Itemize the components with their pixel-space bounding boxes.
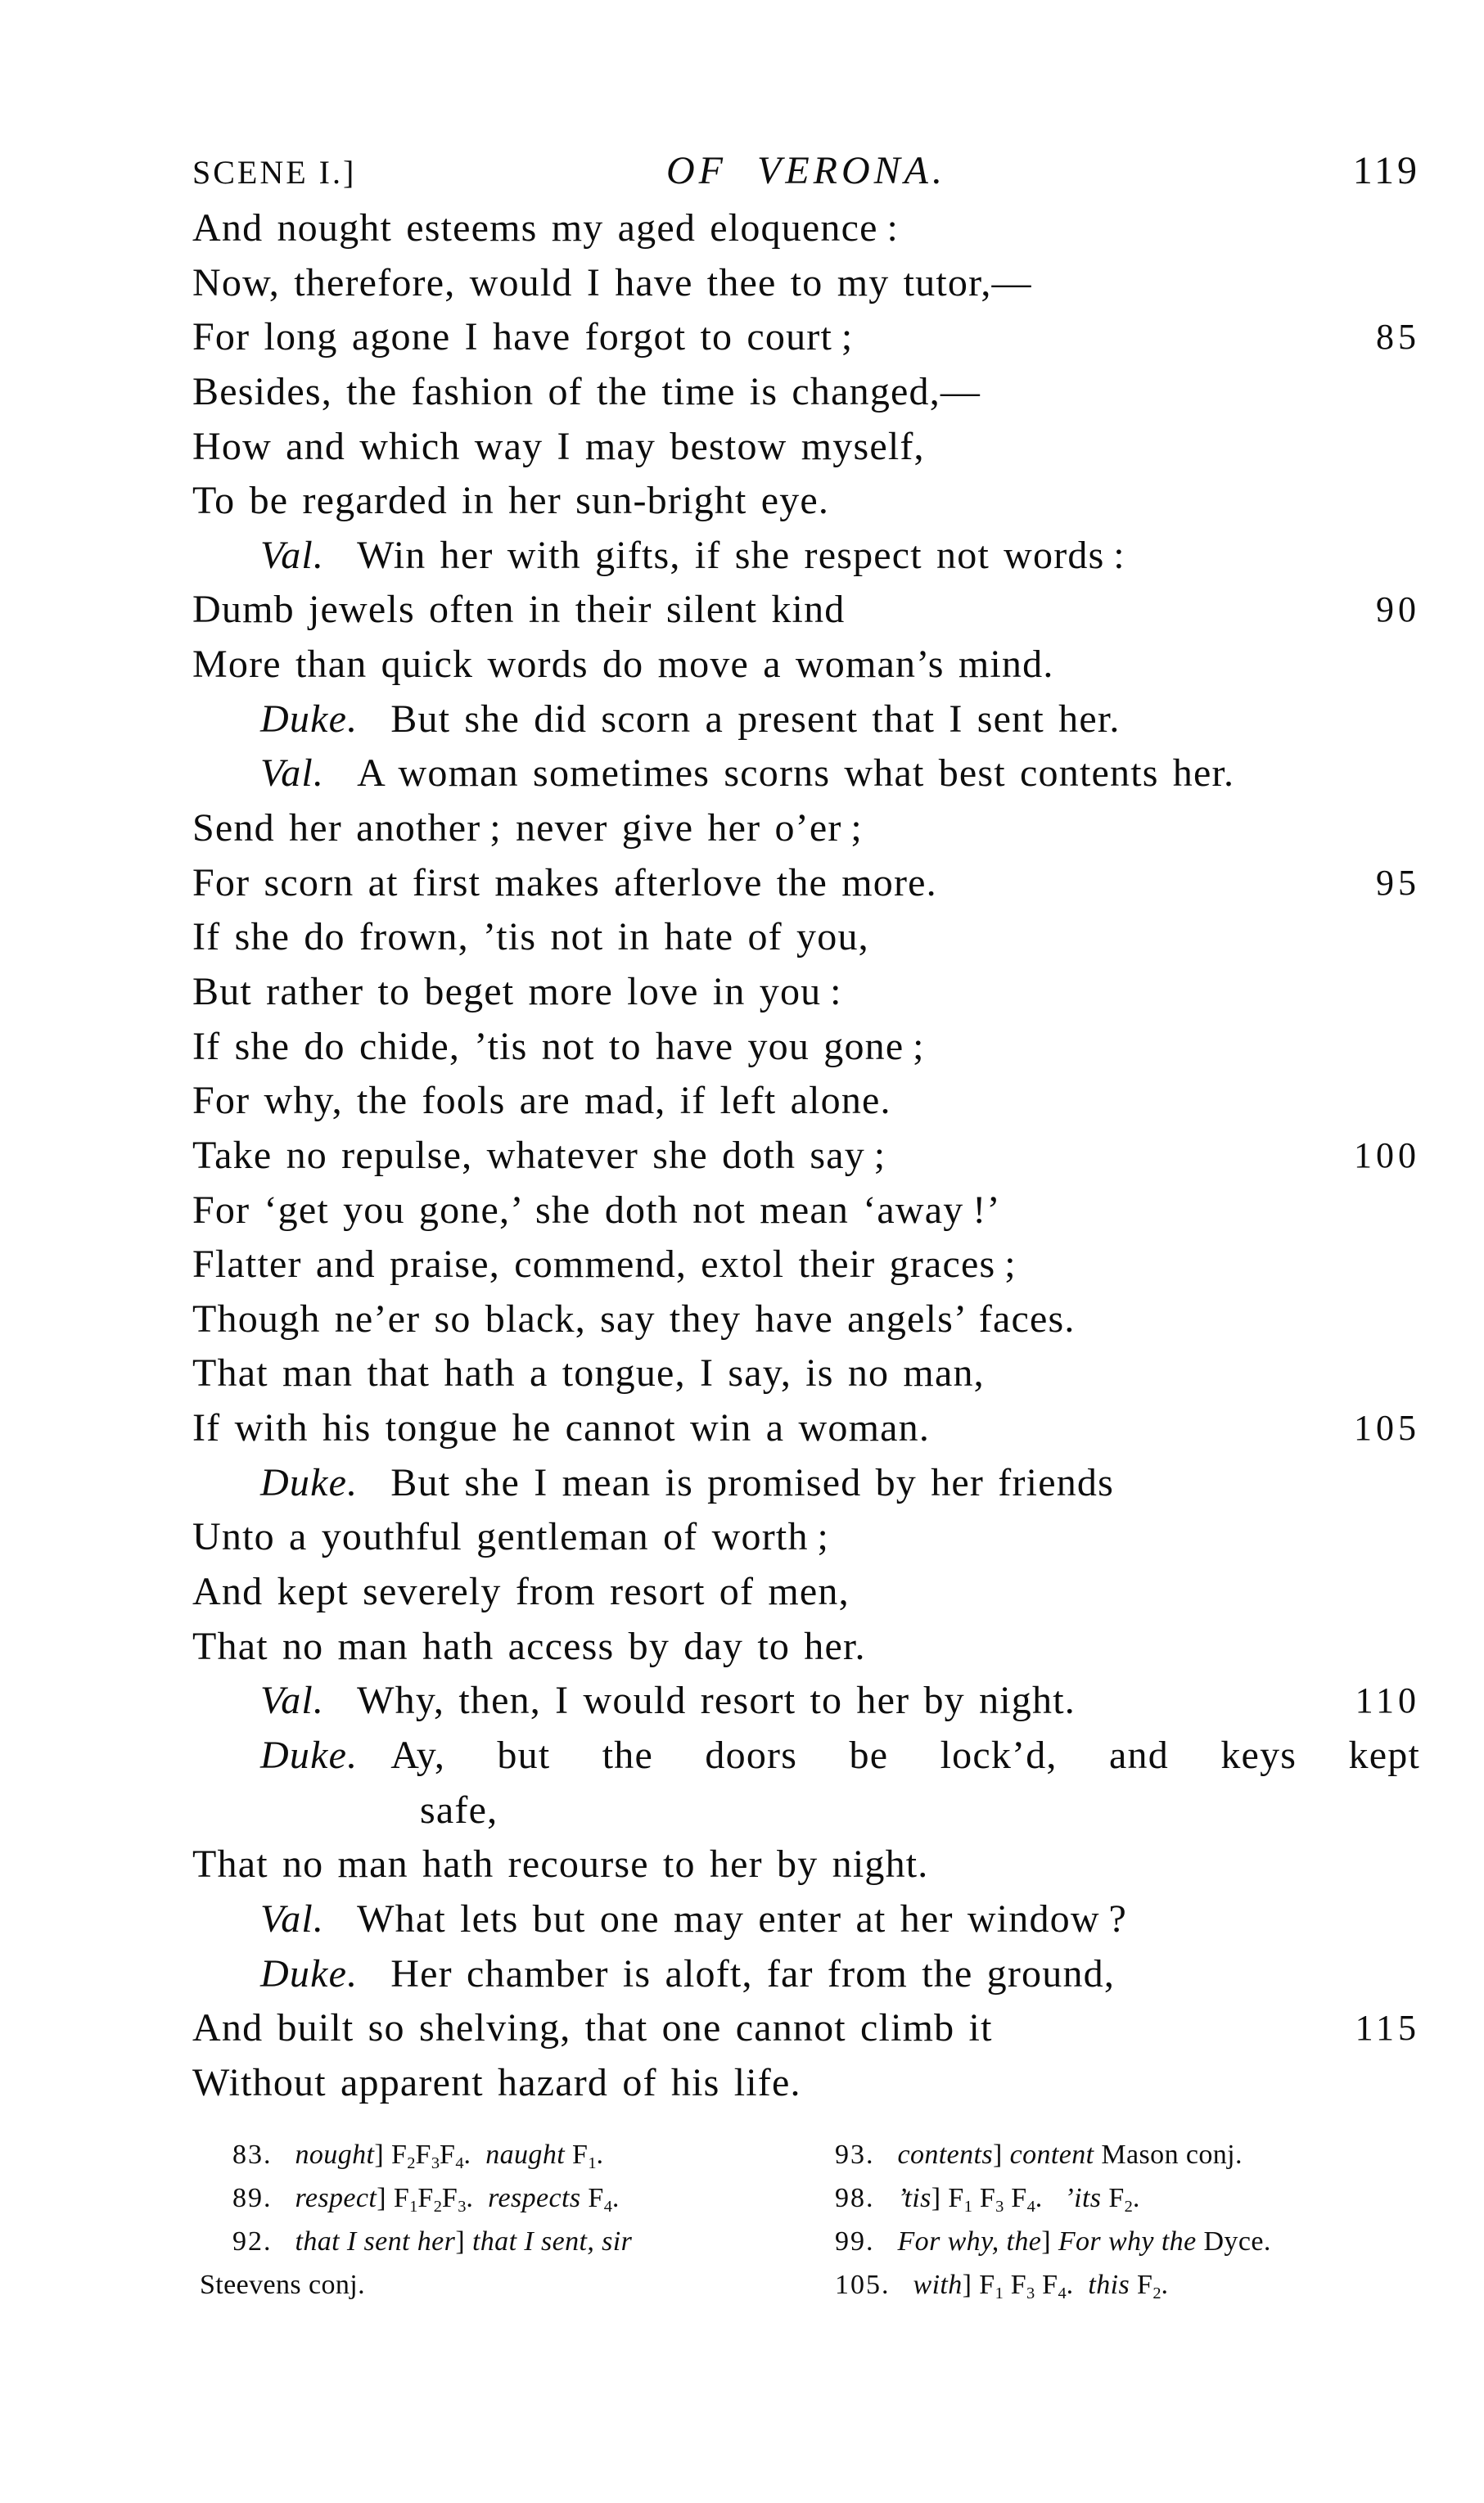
verse-line-number: 85 bbox=[1376, 317, 1420, 358]
verse-line bbox=[192, 529, 1420, 584]
verse-line-text: Ay, but the doors be lock’d, and keys kept bbox=[390, 1733, 1420, 1777]
footnote-text: respect bbox=[295, 2183, 377, 2213]
footnote-text: this bbox=[1088, 2270, 1130, 2300]
verse-line-text: Though ne’er so black, say they have angels’ faces. bbox=[192, 1297, 1076, 1341]
verse-line-text: For scorn at first makes afterlove the more. bbox=[192, 860, 937, 904]
verse-line bbox=[192, 1784, 1420, 1838]
footnote-text: . bbox=[466, 2183, 489, 2213]
verse-line-text: Unto a youthful gentleman of worth ; bbox=[192, 1515, 829, 1559]
verse-line bbox=[192, 1674, 1420, 1729]
footnote-text: naught bbox=[485, 2140, 566, 2170]
verse-line bbox=[192, 583, 1420, 638]
verse-line bbox=[192, 1947, 1420, 2002]
footnote-text: . bbox=[1132, 2183, 1140, 2213]
footnote-text: F bbox=[440, 2140, 456, 2170]
running-title: OF VERONA. bbox=[666, 149, 946, 192]
verse-line-text: And kept severely from resort of men, bbox=[192, 1570, 850, 1614]
verse-line-text: More than quick words do move a woman’s mind. bbox=[192, 643, 1054, 687]
speech-prefix: Duke. bbox=[260, 1951, 359, 1996]
footnote-entry bbox=[200, 2176, 789, 2220]
verse-line bbox=[192, 1020, 1420, 1075]
footnote-text: that I sent, sir bbox=[471, 2226, 633, 2257]
verse-line-text: For why, the fools are mad, if left alone. bbox=[192, 1079, 891, 1123]
verse-line-number: 90 bbox=[1376, 589, 1420, 630]
verse-line-number: 100 bbox=[1354, 1134, 1420, 1175]
footnote-line-number: 98. bbox=[835, 2183, 875, 2213]
verse-line-text: Without apparent hazard of his life. bbox=[192, 2060, 801, 2104]
footnote-text: . bbox=[1035, 2183, 1065, 2213]
page-number: 119 bbox=[1352, 149, 1420, 192]
verse-line bbox=[192, 201, 1420, 256]
footnote-text: ] F bbox=[931, 2183, 964, 2213]
footnote-text: ] F bbox=[374, 2140, 408, 2170]
verse-line-text: For ‘get you gone,’ she doth not mean ‘away !’ bbox=[192, 1188, 1001, 1232]
footnote-entry bbox=[802, 2263, 1424, 2307]
footnote-text: . bbox=[611, 2183, 620, 2213]
verse-line-text: Win her with gifts, if she respect not words : bbox=[357, 533, 1125, 577]
verse-line-text: But rather to beget more love in you : bbox=[192, 969, 842, 1013]
verse-line bbox=[192, 2001, 1420, 2056]
footnote-text: ’its bbox=[1064, 2183, 1102, 2213]
footnote-text: Mason conj. bbox=[1094, 2140, 1243, 2170]
footnote-text: F bbox=[1004, 2183, 1027, 2213]
footnote-line-number: 89. bbox=[232, 2183, 273, 2213]
verse-line-text: Flatter and praise, commend, extol their graces ; bbox=[192, 1242, 1017, 1287]
footnote-text: ] bbox=[993, 2140, 1010, 2170]
footnote-text: 4 bbox=[455, 2154, 464, 2173]
verse-line-number: 115 bbox=[1355, 2008, 1420, 2049]
footnote-text: contents bbox=[897, 2140, 994, 2170]
footnote-text: 3 bbox=[458, 2198, 467, 2217]
verse-line-text: If she do chide, ’tis not to have you gone ; bbox=[192, 1024, 925, 1068]
footnote-text: 1 bbox=[963, 2198, 972, 2217]
verse-line bbox=[192, 365, 1420, 420]
footnote-text: F bbox=[417, 2183, 434, 2213]
footnote-text: . bbox=[463, 2140, 486, 2170]
verse-line-text: How and which way I may bestow myself, bbox=[192, 424, 925, 468]
verse-line bbox=[192, 965, 1420, 1020]
footnote-entry bbox=[200, 2220, 789, 2263]
verse-line-number: 105 bbox=[1354, 1408, 1420, 1449]
footnote-entry bbox=[200, 2263, 789, 2307]
footnote-line-number: 105. bbox=[835, 2270, 891, 2300]
verse-line-text: Her chamber is aloft, far from the ground, bbox=[390, 1951, 1116, 1996]
verse-line-text: A woman sometimes scorns what best contents her. bbox=[357, 751, 1235, 796]
verse-line bbox=[192, 692, 1420, 747]
verse-line-number: 110 bbox=[1355, 1680, 1420, 1721]
verse-line bbox=[192, 1129, 1420, 1184]
footnote-text: F bbox=[415, 2140, 431, 2170]
speech-prefix: Duke. bbox=[260, 697, 359, 741]
footnote-text: ] F bbox=[962, 2270, 995, 2300]
verse-line bbox=[192, 1892, 1420, 1947]
footnote-text: respects bbox=[488, 2183, 581, 2213]
footnote-text: . bbox=[1161, 2270, 1169, 2300]
footnote-text: ] bbox=[1041, 2226, 1058, 2257]
verse-line-text: But she did scorn a present that I sent her. bbox=[390, 697, 1121, 741]
footnote-text: For why the bbox=[1058, 2226, 1197, 2257]
footnote-text: . bbox=[596, 2140, 604, 2170]
footnote-line-number: 83. bbox=[232, 2140, 273, 2170]
footnote-text: 2 bbox=[1152, 2284, 1161, 2303]
footnote-text: content bbox=[1009, 2140, 1094, 2170]
verse-line-text: Take no repulse, whatever she doth say ; bbox=[192, 1133, 886, 1177]
verse-line-text: Dumb jewels often in their silent kind bbox=[192, 588, 846, 632]
verse-line-text: What lets but one may enter at her window ? bbox=[357, 1896, 1128, 1941]
verse-line bbox=[192, 310, 1420, 365]
footnote-text: F bbox=[1035, 2270, 1058, 2300]
verse-line bbox=[192, 1510, 1420, 1565]
verse-line bbox=[192, 1729, 1420, 1784]
verse-line bbox=[192, 1565, 1420, 1620]
footnote-text: F bbox=[565, 2140, 589, 2170]
footnote-text: 1 bbox=[995, 2284, 1004, 2303]
verse-line-text: safe, bbox=[420, 1788, 498, 1832]
verse-line bbox=[192, 1456, 1420, 1511]
footnote-text: 3 bbox=[431, 2154, 440, 2173]
verse-line-text: If with his tongue he cannot win a woman. bbox=[192, 1406, 931, 1450]
footnote-text: . bbox=[1066, 2270, 1089, 2300]
footnotes-left-column bbox=[200, 2133, 789, 2307]
verse-line-text: Now, therefore, would I have thee to my tutor,— bbox=[192, 260, 1032, 304]
speech-prefix: Val. bbox=[260, 1679, 325, 1723]
verse-line bbox=[192, 256, 1420, 311]
footnote-text: 3 bbox=[995, 2198, 1004, 2217]
footnote-text: F bbox=[1003, 2270, 1027, 2300]
verse-line-text: Why, then, I would resort to her by night. bbox=[357, 1679, 1076, 1723]
verse-line bbox=[192, 638, 1420, 692]
footnote-text: 2 bbox=[407, 2154, 416, 2173]
footnote-entry bbox=[200, 2133, 789, 2176]
verse-line bbox=[192, 1292, 1420, 1347]
verse-line-text: And built so shelving, that one cannot climb it bbox=[192, 2006, 993, 2050]
verse-line-text: Besides, the fashion of the time is changed,— bbox=[192, 369, 981, 413]
footnote-text: 1 bbox=[588, 2154, 597, 2173]
footnote-text: F bbox=[1101, 2183, 1125, 2213]
verse-line bbox=[192, 1238, 1420, 1292]
scene-label: SCENE I.] bbox=[192, 154, 357, 191]
footnotes-right-column bbox=[802, 2133, 1424, 2307]
footnote-text: F bbox=[441, 2183, 458, 2213]
verse-line-text: That no man hath recourse to her by night. bbox=[192, 1842, 929, 1887]
footnote-text: F bbox=[580, 2183, 604, 2213]
verse-line bbox=[192, 420, 1420, 475]
footnote-text: Steevens conj. bbox=[200, 2270, 365, 2300]
verse-line bbox=[192, 856, 1420, 911]
verse-line bbox=[192, 910, 1420, 965]
footnote-text: Dyce. bbox=[1196, 2226, 1271, 2257]
footnote-text: 4 bbox=[1058, 2284, 1067, 2303]
verse-line-text: To be regarded in her sun-bright eye. bbox=[192, 479, 830, 523]
verse-line bbox=[192, 1620, 1420, 1675]
speech-prefix: Duke. bbox=[260, 1460, 359, 1504]
footnote-text: For why, the bbox=[897, 2226, 1042, 2257]
footnote-entry bbox=[802, 2176, 1424, 2220]
footnote-text: that I sent her bbox=[295, 2226, 456, 2257]
footnote-text: ] bbox=[455, 2226, 472, 2257]
verse-line-text: And nought esteems my aged eloquence : bbox=[192, 206, 899, 250]
verse-line bbox=[192, 2056, 1420, 2111]
footnote-text: F bbox=[972, 2183, 996, 2213]
footnote-text: 2 bbox=[433, 2198, 442, 2217]
verse-line-text: For long agone I have forgot to court ; bbox=[192, 315, 854, 359]
verse-line bbox=[192, 474, 1420, 529]
footnote-text: 3 bbox=[1026, 2284, 1035, 2303]
footnote-entry bbox=[802, 2133, 1424, 2176]
verse-line-number: 95 bbox=[1376, 862, 1420, 903]
footnote-text: with bbox=[913, 2270, 963, 2300]
verse-line-text: That man that hath a tongue, I say, is no man, bbox=[192, 1351, 985, 1396]
verse-line bbox=[192, 801, 1420, 856]
footnote-text: ’tis bbox=[897, 2183, 931, 2213]
footnote-text: ] F bbox=[377, 2183, 410, 2213]
footnote-line-number: 99. bbox=[835, 2226, 875, 2257]
verse-line-text: If she do frown, ’tis not in hate of you, bbox=[192, 915, 869, 959]
footnote-text: F bbox=[1130, 2270, 1153, 2300]
verse-line bbox=[192, 1074, 1420, 1129]
speech-prefix: Duke. bbox=[260, 1733, 359, 1777]
verse-text-block bbox=[192, 201, 1420, 2110]
verse-line bbox=[192, 1346, 1420, 1401]
footnote-line-number: 92. bbox=[232, 2226, 273, 2257]
footnote-text: 2 bbox=[1124, 2198, 1133, 2217]
footnote-text: 4 bbox=[1026, 2198, 1035, 2217]
verse-line-text: Send her another ; never give her o’er ; bbox=[192, 806, 863, 850]
verse-line bbox=[192, 1838, 1420, 1892]
speech-prefix: Val. bbox=[260, 1896, 325, 1941]
page-header bbox=[192, 138, 1420, 196]
verse-line-text: But she I mean is promised by her friends bbox=[390, 1460, 1114, 1504]
footnote-text: 1 bbox=[409, 2198, 418, 2217]
verse-line-text: That no man hath access by day to her. bbox=[192, 1624, 866, 1668]
speech-prefix: Val. bbox=[260, 533, 325, 577]
speech-prefix: Val. bbox=[260, 751, 325, 796]
footnote-text: nought bbox=[295, 2140, 375, 2170]
footnote-entry bbox=[802, 2220, 1424, 2263]
footnote-line-number: 93. bbox=[835, 2140, 875, 2170]
verse-line bbox=[192, 1184, 1420, 1238]
verse-line bbox=[192, 746, 1420, 801]
verse-line bbox=[192, 1401, 1420, 1456]
footnote-text: 4 bbox=[603, 2198, 612, 2217]
